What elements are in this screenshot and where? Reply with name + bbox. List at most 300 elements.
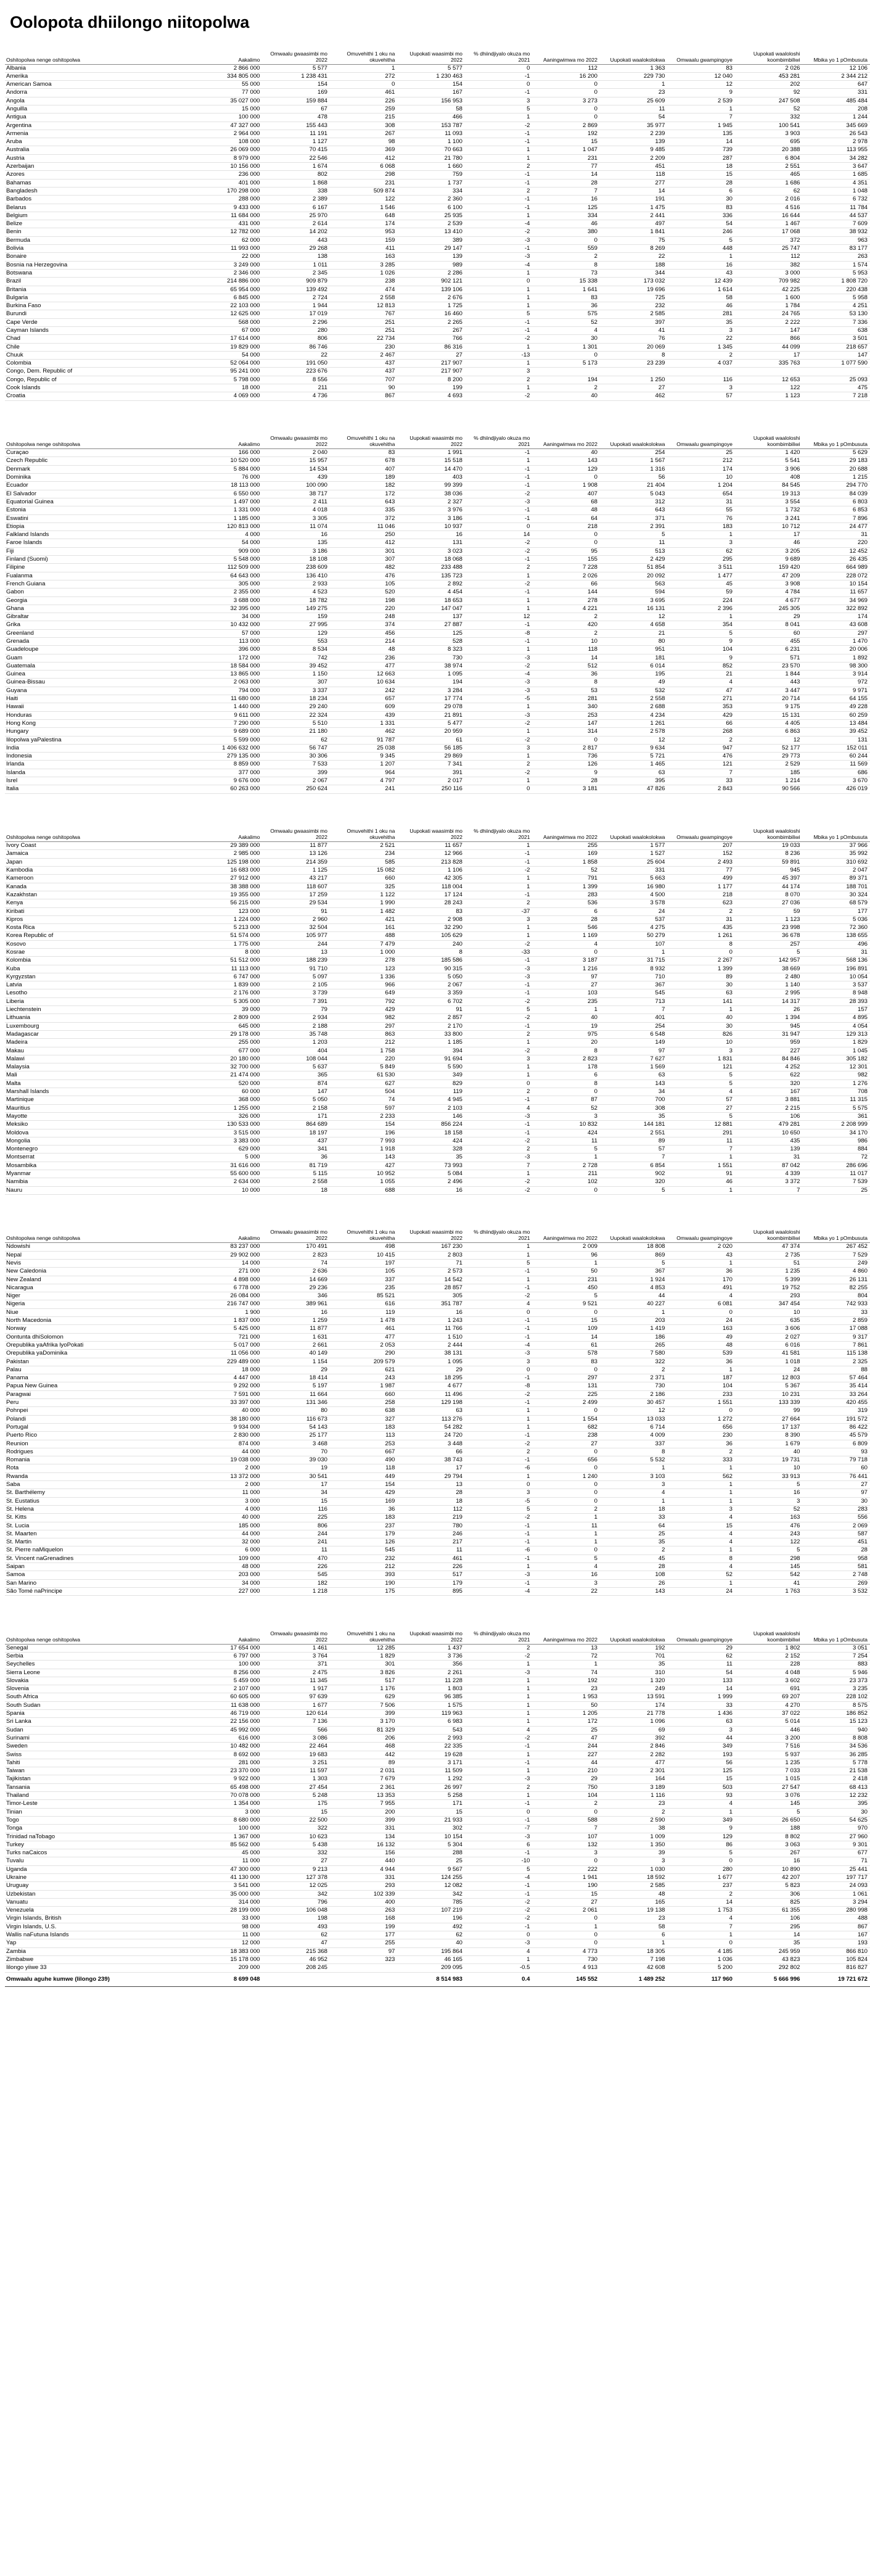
cell-value: 5 [533,1554,601,1563]
table-row [5,1955,870,1963]
cell-value: 139 [600,138,668,146]
cell-value: 396 000 [195,646,263,654]
cell-value: 168 [330,1915,398,1923]
table-row [5,687,870,695]
cell-value: 374 [330,621,398,629]
cell-value: 17 259 [263,891,330,899]
cell-value: 16 [533,196,601,204]
country-name: Chad [5,335,195,343]
cell-value: -2 [465,392,533,400]
cell-value: 219 [398,1514,466,1522]
cell-value: 112 [533,64,601,72]
cell-value: 60 259 [803,711,870,719]
table-row [5,867,870,875]
country-name: Mali [5,1071,195,1080]
cell-value: 1 009 [600,1833,668,1841]
cell-value: 31 [803,531,870,539]
cell-value: 227 [533,1751,601,1759]
cell-value: 466 [398,114,466,122]
cell-value: 301 [330,1661,398,1669]
cell-value: 11 597 [263,1767,330,1775]
cell-value: 1 674 [263,163,330,171]
cell-value: 149 275 [263,605,330,613]
cell-value: 1 [465,1677,533,1685]
cell-value: 263 [330,1907,398,1915]
cell-value: 87 [533,1096,601,1104]
cell-value: 6 702 [398,997,466,1005]
country-name: Romania [5,1456,195,1464]
cell-value: 9 433 000 [195,204,263,212]
cell-value: 105 [330,1268,398,1276]
cell-value: 6 231 [735,646,803,654]
cell-value: 23 373 [803,1677,870,1685]
country-name: Moldova [5,1129,195,1137]
cell-value: 34 536 [803,1743,870,1751]
table-row [5,72,870,80]
cell-value: 170 [668,1276,736,1284]
cell-value: 271 [668,695,736,703]
cell-value: 394 [398,1047,466,1055]
cell-value: 105 [330,580,398,588]
cell-value: 74 [533,1669,601,1677]
cell-value: 69 207 [735,1693,803,1701]
table-row [5,719,870,727]
cell-value: 44 000 [195,1530,263,1538]
table-row [5,1701,870,1709]
cell-value: 25 970 [263,212,330,220]
cell-value: 1 829 [803,1039,870,1047]
column-header: Uupokati waalokolokwa [600,812,668,842]
cell-value: 251 [330,318,398,326]
cell-value: 11 000 [195,1931,263,1939]
cell-value: 10 890 [735,1865,803,1873]
cell-value: 401 000 [195,179,263,187]
table-row [5,1726,870,1734]
cell-value: -3 [465,253,533,261]
cell-value: -2 [465,1390,533,1398]
cell-value: 10 [735,1308,803,1316]
cell-value: 5 399 [735,1276,803,1284]
cell-value: 0 [533,1448,601,1456]
cell-value: 232 [330,1554,398,1563]
column-header: Mbika yo 1 pOmbusuta [803,419,870,449]
cell-value: 139 [398,253,466,261]
cell-value: 1 216 [533,965,601,973]
cell-value: -3 [465,1939,533,1947]
cell-value: 395 [600,777,668,785]
cell-value: 34 969 [803,597,870,605]
cell-value: 4 [668,1530,736,1538]
table-row [5,310,870,318]
cell-value: 346 [263,1292,330,1300]
cell-value: 750 [533,1783,601,1791]
cell-value: 8 [533,261,601,269]
country-name: Montenegro [5,1146,195,1154]
cell-value: -2 [465,736,533,744]
cell-value: 2 267 [668,957,736,965]
cell-value: 2 188 [263,1022,330,1030]
cell-value: 3 [533,1849,601,1857]
country-name: Anguilla [5,105,195,113]
cell-value: 61 530 [330,1071,398,1080]
cell-value: 4 [668,1563,736,1571]
cell-value: 1 235 [735,1268,803,1276]
cell-value: 3 [600,1481,668,1489]
cell-value: 14 669 [263,1276,330,1284]
cell-value: 5 304 [398,1841,466,1849]
cell-value: 1 917 [263,1685,330,1693]
cell-value: -37 [465,907,533,915]
country-name: St. Barthélemy [5,1489,195,1497]
table-row [5,1448,870,1456]
country-name: Aruba [5,138,195,146]
cell-value: 53 [533,687,601,695]
cell-value: 91 787 [330,736,398,744]
cell-value: -1 [465,449,533,457]
table-row [5,744,870,752]
table-row [5,384,870,392]
cell-value: 1 026 [330,269,398,277]
cell-value: 3 [465,915,533,923]
cell-value: 2 067 [398,981,466,989]
cell-value: -3 [465,1350,533,1358]
cell-value: 35 992 [803,850,870,858]
cell-value: 5 532 [600,1456,668,1464]
cell-value: 1 301 [533,343,601,351]
cell-value: 545 [330,1546,398,1554]
cell-value: 307 [330,556,398,564]
cell-value: 49 [600,679,668,687]
cell-value: 0 [533,89,601,97]
cell-value: 451 [600,163,668,171]
cell-value: 3 976 [398,506,466,514]
cell-value: 1 [465,646,533,654]
cell-value: 6 747 000 [195,973,263,981]
cell-value: 283 [533,891,601,899]
cell-value: 1 331 000 [195,506,263,514]
cell-value: 232 [600,302,668,310]
cell-value: 52 [735,1505,803,1513]
cell-value: 1 527 [600,850,668,858]
cell-value: 11 993 000 [195,245,263,253]
cell-value: 656 [533,1456,601,1464]
cell-value: 5 477 [398,719,466,727]
country-name: Bahamas [5,179,195,187]
cell-value: 12 000 [195,1939,263,1947]
cell-value: -4 [465,671,533,679]
cell-value: -33 [465,949,533,957]
cell-value: 29 902 000 [195,1251,263,1259]
column-header: Mbika yo 1 pOmbusuta [803,35,870,64]
country-name: St. Lucia [5,1522,195,1530]
cell-value: 397 [600,318,668,326]
cell-value: 185 000 [195,1522,263,1530]
table-row [5,1759,870,1767]
cell-value: 1 945 [668,122,736,130]
country-name: Czech Republic [5,457,195,465]
cell-value: 20 [533,1039,601,1047]
column-header: Uupokati waalokolokwa [600,1213,668,1243]
cell-value: 218 657 [803,343,870,351]
cell-value: 34 000 [195,613,263,621]
cell-value: 28 243 [398,899,466,907]
cell-value: 3 515 000 [195,1129,263,1137]
cell-value: 8 390 [735,1432,803,1440]
cell-value: 17 068 [735,228,803,236]
table-row [5,1800,870,1808]
cell-value: 63 [600,1071,668,1080]
table-row [5,1276,870,1284]
cell-value: -1 [465,1816,533,1824]
country-name: Mauritius [5,1104,195,1112]
cell-value: 20 388 [735,146,803,154]
cell-value: 75 [600,236,668,244]
cell-value: -3 [465,965,533,973]
cell-value: 1 575 [398,1701,466,1709]
cell-value: 1 [533,1530,601,1538]
cell-value: 1 631 [263,1333,330,1341]
cell-value: 462 [330,728,398,736]
cell-value: 446 [735,1726,803,1734]
country-table-3 [5,812,870,1195]
cell-value: 29 [735,613,803,621]
table-row [5,1341,870,1349]
cell-value: 60 [735,629,803,637]
cell-value: 435 [668,924,736,932]
cell-value: 85 521 [330,1292,398,1300]
cell-value: 250 624 [263,785,330,793]
cell-value: 4 677 [735,597,803,605]
cell-value: 1 478 [330,1317,398,1325]
cell-value: 1 [330,64,398,72]
country-name: Kiribati [5,907,195,915]
cell-value: 35 [600,1661,668,1669]
cell-value: 448 [668,245,736,253]
cell-value: 5 [668,1849,736,1857]
cell-value: 30 324 [803,891,870,899]
country-name: Kameroon [5,875,195,883]
cell-value: 171 [398,1800,466,1808]
cell-value: 2 558 [330,294,398,302]
cell-value: 191 572 [803,1415,870,1423]
cell-value: 678 [330,457,398,465]
cell-value: 7 580 [600,1350,668,1358]
cell-value: 4 913 [533,1964,601,1972]
country-table-4 [5,1213,870,1596]
cell-value: 145 [735,1800,803,1808]
cell-value: 476 [330,572,398,580]
cell-value: 791 [533,875,601,883]
cell-value: 218 [533,522,601,530]
country-name: Puerto Rico [5,1432,195,1440]
cell-value: 6 [600,1931,668,1939]
country-name: Orepublika yaDominika [5,1350,195,1358]
cell-value: 29 [263,1366,330,1374]
cell-value: 40 [533,392,601,400]
cell-value: 80 [600,638,668,646]
cell-value: 623 [668,899,736,907]
cell-value: 730 [600,1382,668,1390]
cell-value: 11 228 [398,1677,466,1685]
cell-value: 677 000 [195,1047,263,1055]
cell-value: 30 [803,1808,870,1816]
cell-value: 794 000 [195,687,263,695]
country-name: New Caledonia [5,1268,195,1276]
country-name: Malaysia [5,1063,195,1071]
cell-value: 216 747 000 [195,1300,263,1308]
cell-value: 2 286 [398,269,466,277]
country-name: St. Vincent naGrenadines [5,1554,195,1563]
cell-value: 121 [668,761,736,769]
cell-value: 112 509 000 [195,564,263,572]
cell-value: 11 [398,1546,466,1554]
cell-value: 3 578 [600,899,668,907]
cell-value: 2 614 [263,220,330,228]
cell-value: 1 [465,1063,533,1071]
cell-value: 281 000 [195,1759,263,1767]
country-name: Grika [5,621,195,629]
cell-value: 8 [533,1047,601,1055]
country-name: Senegal [5,1644,195,1652]
cell-value: -1 [465,1743,533,1751]
column-header: Mbika yo 1 pOmbusuta [803,812,870,842]
cell-value: 14 [533,1333,601,1341]
cell-value: 7 [465,1162,533,1170]
cell-value: 7 [533,187,601,195]
country-name: Virgin Islands, U.S. [5,1923,195,1931]
cell-value: 1 892 [803,654,870,662]
cell-value: 7 861 [803,1341,870,1349]
country-name: Liechtenstein [5,1006,195,1014]
cell-value: 2 209 [600,154,668,162]
cell-value: 18 158 [398,1129,466,1137]
cell-value: 206 [330,1734,398,1742]
cell-value: 127 378 [263,1873,330,1881]
cell-value: 627 [330,1080,398,1088]
table-row [5,1554,870,1563]
cell-value: 0 [533,531,601,539]
cell-value: 52 [735,105,803,113]
cell-value: 1 363 [600,64,668,72]
cell-value: 191 050 [263,360,330,368]
cell-value: 86 746 [263,343,330,351]
cell-value: 30 541 [263,1472,330,1480]
cell-value: 597 [330,1104,398,1112]
table-row [5,1923,870,1931]
cell-value: 62 [263,736,330,744]
cell-value: 23 370 000 [195,1767,263,1775]
cell-value: 14 [465,531,533,539]
cell-value: 1 [533,1006,601,1014]
table-row [5,547,870,555]
cell-value: 3 [668,1726,736,1734]
country-name: Trinidad naTobago [5,1833,195,1841]
cell-value: 60 000 [195,1088,263,1096]
cell-value: 35 [600,1538,668,1546]
cell-value: 5 050 [263,1096,330,1104]
cell-value: -3 [465,1669,533,1677]
cell-value: 439 [330,711,398,719]
cell-value: 5 [600,531,668,539]
cell-value: 119 [330,1308,398,1316]
cell-value: 19 038 000 [195,1456,263,1464]
cell-value: 100 000 [195,1661,263,1669]
cell-value: 12 653 [735,376,803,384]
cell-value: 63 [668,989,736,997]
cell-value: 399 [330,1816,398,1824]
column-header: Uupokati waaloloshi koombimbiliwi [735,812,803,842]
cell-value: -8 [465,629,533,637]
cell-value: 22 324 [263,711,330,719]
cell-value: 2 [668,351,736,359]
cell-value: 195 [600,671,668,679]
country-name: Oontunta dhiSolomon [5,1333,195,1341]
cell-value: 45 000 [195,1849,263,1857]
cell-value: 23 [600,89,668,97]
cell-value: 15 [263,1808,330,1816]
cell-value: 6 845 000 [195,294,263,302]
country-name: Bolivia [5,245,195,253]
cell-value: 17 124 [398,891,466,899]
cell-value: 1 475 [600,204,668,212]
cell-value: 2 539 [668,97,736,105]
cell-value: 97 [330,1947,398,1955]
cell-value: 1 224 000 [195,915,263,923]
cell-value: 2 [533,253,601,261]
cell-value: 377 000 [195,769,263,777]
country-name: Iilongo yiiwe 33 [5,1964,195,1972]
column-header: Uupokati waaloloshi koombimbiliwi [735,1213,803,1243]
table-row [5,1456,870,1464]
cell-value: 1 [465,932,533,940]
table-row [5,662,870,670]
country-name: Venezuela [5,1907,195,1915]
cell-value: 249 [803,1260,870,1268]
cell-value: 11 046 [330,522,398,530]
cell-value: 443 [263,236,330,244]
cell-value: 1 011 [263,261,330,269]
table-row [5,1464,870,1472]
table-row [5,522,870,530]
cell-value: 399 [330,1710,398,1718]
cell-value: 0 [533,1931,601,1939]
cell-value: 178 [533,1063,601,1071]
cell-value: 2 208 999 [803,1121,870,1129]
cell-value: 566 [263,1726,330,1734]
cell-value: 225 [263,1514,330,1522]
cell-value: 46 [668,1178,736,1186]
cell-value: 713 [600,997,668,1005]
cell-value: 186 [600,1333,668,1341]
cell-value: 5 [668,629,736,637]
cell-value: 167 230 [398,1243,466,1251]
cell-value: -4 [465,1587,533,1595]
cell-value: 485 484 [803,97,870,105]
cell-value: 334 [398,187,466,195]
cell-value: 512 [533,662,601,670]
cell-value: 64 643 000 [195,572,263,580]
country-name: Guyana [5,687,195,695]
cell-value: 2 047 [803,867,870,875]
cell-value: 167 [803,1931,870,1939]
cell-value: 288 000 [195,196,263,204]
cell-value: 16 132 [330,1841,398,1849]
cell-value: 131 [533,1382,601,1390]
cell-value: 35 414 [803,1382,870,1390]
cell-value: 39 452 [803,728,870,736]
country-name: Turkey [5,1841,195,1849]
cell-value: 3 908 [735,580,803,588]
